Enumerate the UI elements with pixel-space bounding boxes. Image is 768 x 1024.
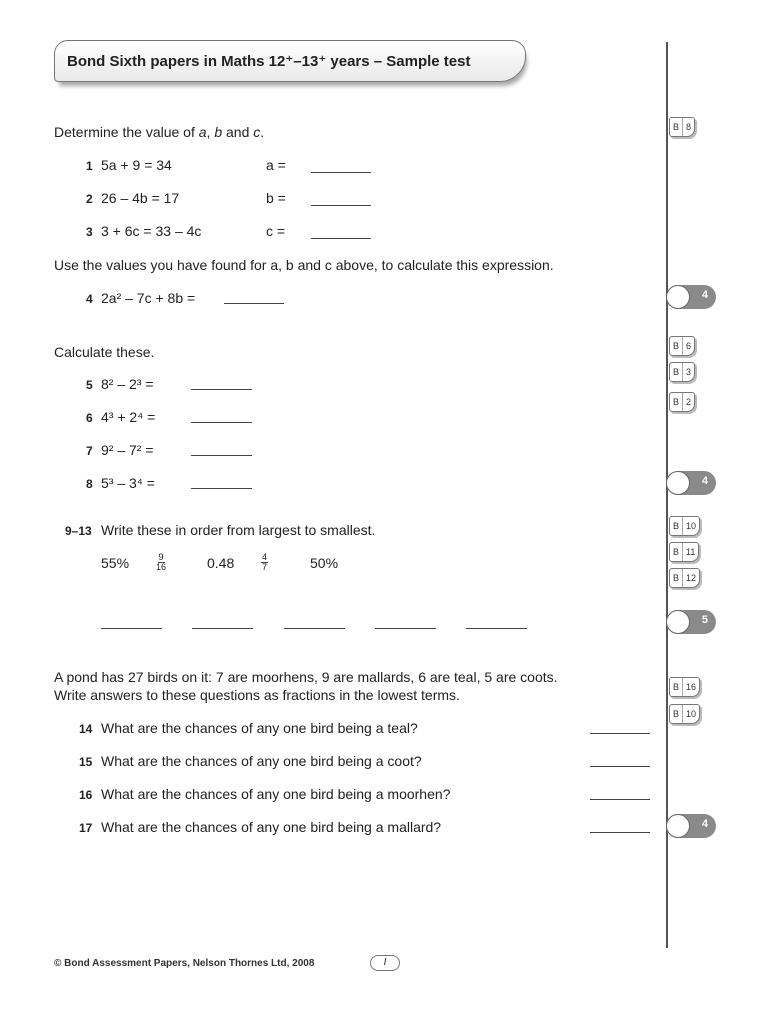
q1-answer-label: a = [266,157,286,173]
q3-number: 3 [86,225,93,239]
reference-badge-b8: B 8 [669,117,695,137]
order-item-e: 50% [310,555,339,571]
q7-answer-blank[interactable] [191,455,252,456]
title-box [54,40,526,82]
score-total: 4 [701,818,708,830]
order-answer-blank-3[interactable] [284,628,345,629]
q4-number: 4 [86,292,93,306]
q17-number: 17 [79,821,93,835]
q3-equation: 3 + 6c = 33 – 4c [101,223,202,239]
q4-expression: 2a² – 7c + 8b = [101,290,196,306]
q5-expression: 8² – 2³ = [101,376,154,392]
order-item-a: 55% [101,555,130,571]
section5-intro-line2: Write answers to these questions as fractions in the lowest terms. [54,687,460,703]
footer-copyright: © Bond Assessment Papers, Nelson Thornes Ltd, 2008 [54,958,315,969]
reference-badge-b16: B 16 [669,677,700,697]
score-total: 4 [701,289,708,301]
reference-badge-b10-second: B 10 [669,704,700,724]
page-title: Bond Sixth papers in Maths 12⁺–13⁺ years – Sample test [67,53,471,70]
q7-number: 7 [86,444,93,458]
q14-text: What are the chances of any one bird being a teal? [101,720,418,736]
q17-answer-blank[interactable] [590,832,650,833]
q1-answer-blank[interactable] [311,172,371,173]
q5-answer-blank[interactable] [191,389,252,390]
reference-badge-b3: B 3 [669,362,695,382]
q3-answer-label: c = [266,223,286,239]
section2-instruction: Use the values you have found for a, b and c above, to calculate this expression. [54,257,554,273]
score-box-1[interactable] [666,285,716,309]
margin-divider [666,42,668,948]
q6-expression: 4³ + 2⁴ = [101,409,156,425]
order-answer-blank-1[interactable] [101,628,162,629]
q7-expression: 9² – 7² = [101,442,154,458]
q5-number: 5 [86,378,93,392]
score-box-2[interactable] [666,471,716,495]
q2-answer-blank[interactable] [311,205,371,206]
q16-number: 16 [79,788,93,802]
q14-number: 14 [79,722,93,736]
page-number: I [370,955,400,971]
reference-badge-b6: B 6 [669,336,695,356]
q2-equation: 26 – 4b = 17 [101,190,180,206]
q9-13-number: 9–13 [65,524,92,538]
order-item-c: 0.48 [207,555,235,571]
order-answer-blank-5[interactable] [466,628,527,629]
reference-badge-b11: B 11 [669,542,699,562]
score-circle[interactable] [666,285,690,309]
q16-text: What are the chances of any one bird being a moorhen? [101,786,451,802]
reference-badge-b10: B 10 [669,516,700,536]
q8-answer-blank[interactable] [191,488,252,489]
order-answer-blank-4[interactable] [375,628,436,629]
q6-answer-blank[interactable] [191,422,252,423]
q15-answer-blank[interactable] [590,766,650,767]
q15-number: 15 [79,755,93,769]
order-item-d-numerator: 4 [262,552,268,562]
score-circle[interactable] [666,610,690,634]
q1-number: 1 [86,159,93,173]
q6-number: 6 [86,411,93,425]
order-item-d-denominator: 7 [262,562,268,572]
q16-answer-blank[interactable] [590,799,650,800]
q14-answer-blank[interactable] [590,733,650,734]
score-circle[interactable] [666,814,690,838]
order-item-b-numerator: 9 [158,552,164,562]
reference-badge-b12: B 12 [669,568,700,588]
order-item-b-denominator: 16 [156,562,167,572]
score-circle[interactable] [666,471,690,495]
order-item-d [261,553,268,572]
section1-instruction: Determine the value of a, b and c. [54,124,265,140]
q8-number: 8 [86,477,93,491]
score-total: 4 [701,475,708,487]
q3-answer-blank[interactable] [311,238,371,239]
q2-answer-label: b = [266,190,286,206]
section3-instruction: Calculate these. [54,344,155,360]
order-answer-blank-2[interactable] [192,628,253,629]
section5-intro-line1: A pond has 27 birds on it: 7 are moorhens, 9 are mallards, 6 are teal, 5 are coots. [54,669,558,685]
q9-13-instruction: Write these in order from largest to smallest. [101,522,376,538]
score-box-3[interactable] [666,610,716,634]
q2-number: 2 [86,192,93,206]
order-item-b [156,553,166,572]
q4-answer-blank[interactable] [224,303,284,304]
score-box-4[interactable] [666,814,716,838]
q8-expression: 5³ – 3⁴ = [101,475,155,491]
q17-text: What are the chances of any one bird being a mallard? [101,819,442,835]
q1-equation: 5a + 9 = 34 [101,157,172,173]
q15-text: What are the chances of any one bird being a coot? [101,753,422,769]
reference-badge-b2: B 2 [669,392,695,412]
score-total: 5 [701,614,708,626]
